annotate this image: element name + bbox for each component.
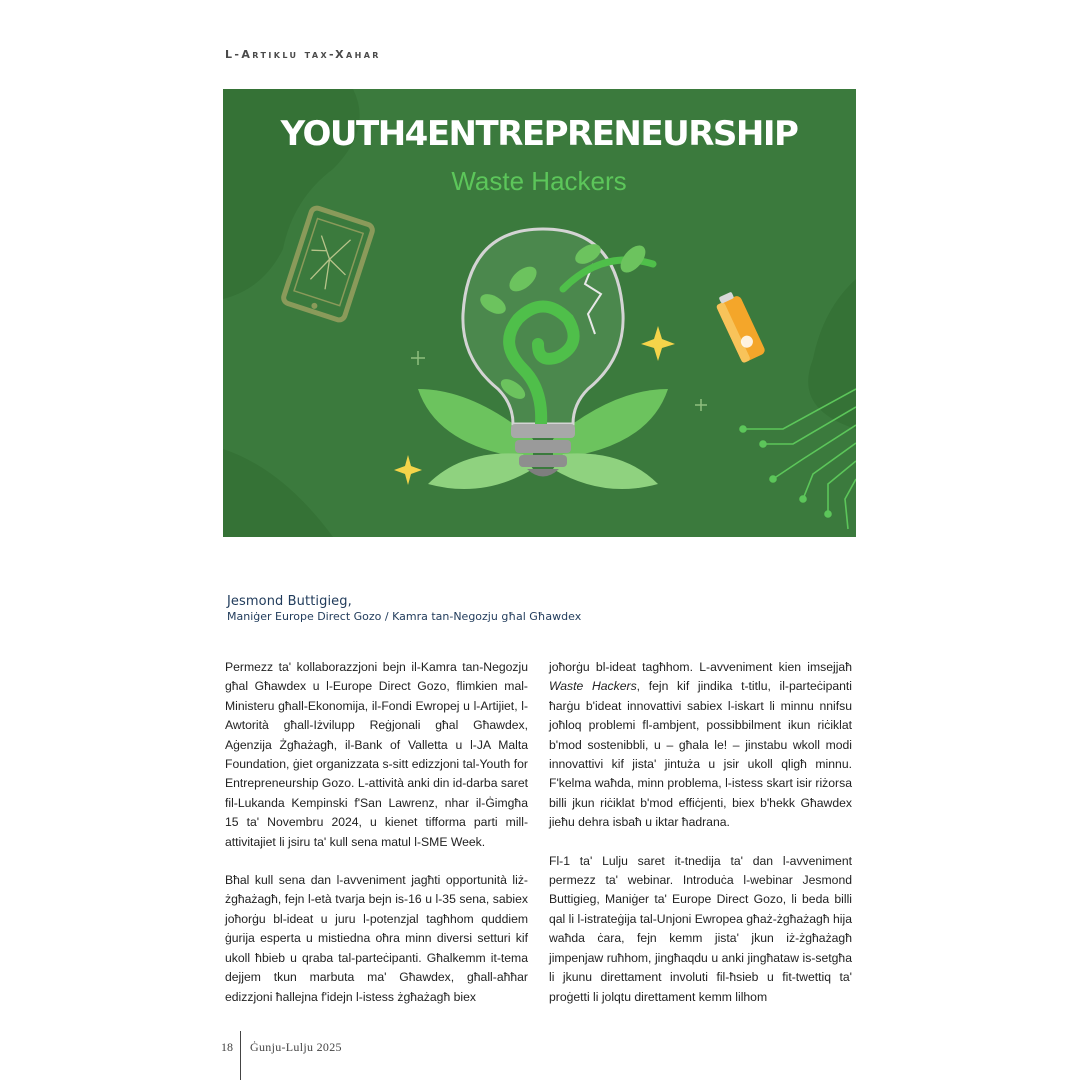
issue-date: Ġunju-Lulju 2025 xyxy=(250,1040,342,1054)
paragraph xyxy=(549,658,852,833)
paragraph: Fl-1 ta' Lulju saret it-tnedija ta' dan l-avveniment permezz ta' webinar. Introduċa l-webinar Jesmond Buttigieg, Maniġer ta' Europe Direct Gozo, li beda billi qal li l-istrateġija tal-Unjoni Ewropea għaż-żgħażagħ hija waħda ċara, fejn kemm jista' jkun iż-żgħażagħ jimpenjaw ruħhom, jingħaqdu u anki jingħataw is-setgħa li jkunu direttament involuti fil-ħsieb u fit-twettiq ta' proġetti li jolqtu direttament kemm lilhom xyxy=(549,853,852,1004)
byline xyxy=(227,594,581,623)
event-name-emphasis: Waste Hackers xyxy=(549,679,637,694)
running-title: L-Artiklu tax-Xahar xyxy=(225,48,381,61)
banner-subtitle: Waste Hackers xyxy=(451,166,627,196)
paragraph-text: joħorġu bl-ideat tagħhom. L-avveniment kien imsejjaħ xyxy=(549,660,852,674)
author-role: Maniġer Europe Direct Gozo / Kamra tan-Negozju għal Għawdex xyxy=(227,610,582,623)
article-column-left xyxy=(225,658,528,1026)
footer-divider xyxy=(240,1031,241,1080)
article-column-right xyxy=(549,658,852,1026)
paragraph-text: , fejn kif jindika t-titlu, il-parteċipanti ħarġu b'ideat innovattivi sabiex l-iskart li minnu nnifsu joħloq problemi fl-ambjent, possibbilment ikun riċiklat b'mod sostenibbli, u – għala le! – jinstabu wkoll modi innovattivi kif jista' jintuża u jsir ukoll qligħ minnu. F'kelma waħda, minn problema, l-istess skart isir riżorsa billi jkun riċiklat b'mod effiċjenti, biex b'hekk Għawdex jieħu dehra isbaħ u iktar ħadrana. xyxy=(549,679,852,830)
banner-title: YOUTH4ENTREPRENEURSHIP xyxy=(280,114,798,154)
paragraph: Permezz ta' kollaborazzjoni bejn il-Kamra tan-Negozju għal Għawdex u l-Europe Direct Gozo, flimkien mal-Ministeru għall-Ekonomija, il-Fondi Ewropej u l-Artijiet, l-Awtorità għall-Iżvilupp Reġjonali għal Għawdex, Aġenzija Żgħażagħ, il-Bank of Valletta u l-JA Malta Foundation, ġiet organizzata s-sitt edizzjoni tal-Youth for Entrepreneurship Gozo. L-attività anki din id-darba saret fil-Lukanda Kempinski f'San Lawrenz, nhar il-Ġimgħa 15 ta' Novembru 2024, u kienet tifforma parti mill-attivitajiet li jsiru ta' kull sena matul l-SME Week. xyxy=(225,660,528,849)
page-number: 18 xyxy=(221,1040,233,1054)
banner-illustration xyxy=(223,89,856,537)
paragraph: Bħal kull sena dan l-avveniment jagħti opportunità liż-żgħażagħ, fejn l-età tvarja bejn is-16 u l-35 sena, sabiex joħorġu bl-ideat u juru l-potenzjal tagħhom quddiem ġurija esperta u mistiedna oħra minn diversi setturi kif ukoll ħbieb u qraba tal-parteċipanti. Għalkemm it-tema dejjem tkun marbuta ma' Għawdex, għall-aħħar edizzjoni ħallejna f'idejn l-istess żgħażagħ biex xyxy=(225,873,528,1004)
author-name: Jesmond Buttigieg, xyxy=(227,594,352,609)
event-banner xyxy=(223,89,856,537)
